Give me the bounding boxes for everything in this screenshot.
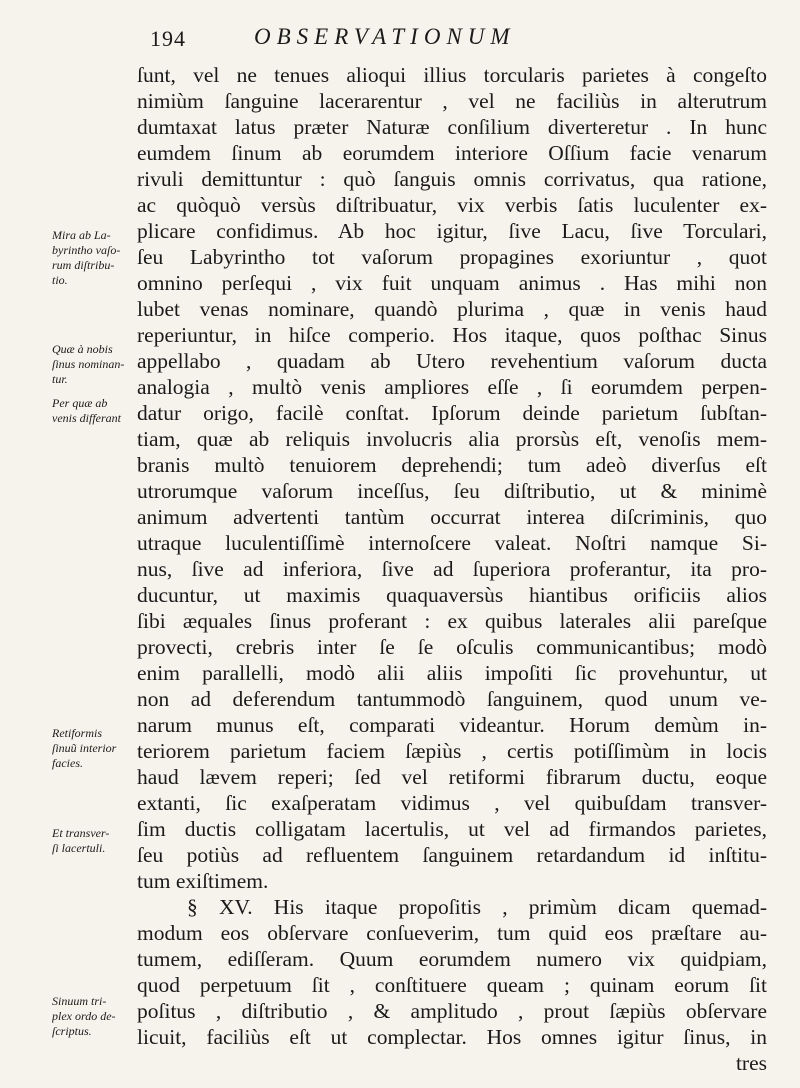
text-line: nus, ſive ad inferiora, ſive ad ſuperiora proferantur, ita pro-: [137, 557, 767, 581]
margin-note: [52, 726, 134, 771]
catchword: tres: [735, 1051, 767, 1075]
margin-note-line: Mira ab La-: [52, 228, 111, 242]
text-line: ducuntur, ut maximis quaquaversùs hiantibus orificiis alios: [137, 583, 767, 607]
text-line: lubet venas nominare, quandò plurima , quæ in venis haud: [137, 297, 767, 321]
text-line: omnino perſequi , vix fuit unquam animus . Has mihi non: [137, 271, 767, 295]
running-title: OBSERVATIONUM: [254, 24, 516, 49]
text-line: narum munus eſt, comparati videantur. Horum demùm in-: [137, 713, 767, 737]
text-line: tumem, ediſſeram. Quum eorumdem numero vix quidpiam,: [137, 947, 767, 971]
text-line: tum exiſtimem.: [137, 869, 269, 893]
text-line: ſim ductis colligatam lacertulis, ut vel ad firmandos parietes,: [137, 817, 767, 841]
text-line: non ad deferendum tantummodò ſanguinem, quod unum ve-: [137, 687, 767, 711]
margin-note-line: ſcriptus.: [52, 1024, 92, 1038]
margin-note-line: Retiformis: [52, 726, 102, 740]
text-line: quod perpetuum ſit , conſtituere queam ; quinam eorum ſit: [137, 973, 767, 997]
text-line: utrorumque vaſorum inceſſus, ſeu diſtributio, ut & minimè: [137, 479, 767, 503]
margin-note: [52, 396, 134, 426]
margin-note-line: rum diſtribu-: [52, 258, 115, 272]
margin-note-line: Sinuum tri-: [52, 994, 107, 1008]
margin-note-line: Per quæ ab: [52, 396, 108, 410]
text-line: plicare confidimus. Ab hoc igitur, ſive Lacu, ſive Torculari,: [137, 219, 767, 243]
text-line: animum advertenti tantùm occurrat interea diſcriminis, quo: [137, 505, 767, 529]
section-start-line: § XV. His itaque propoſitis , primùm dicam quemad-: [187, 895, 767, 919]
text-line: dumtaxat latus præter Naturæ conſilium diverteretur . In hunc: [137, 115, 767, 139]
margin-note-line: Et transver-: [52, 826, 110, 840]
margin-note-line: tur.: [52, 372, 68, 386]
text-line: haud lævem reperi; ſed vel retiformi fibrarum ductu, eoque: [137, 765, 767, 789]
text-line: ſeu Labyrintho tot vaſorum propagines exoriuntur , quot: [137, 245, 767, 269]
text-line: licuit, faciliùs eſt ut complectar. Hos omnes igitur ſinus, in: [137, 1025, 767, 1049]
page-number: 194: [150, 26, 186, 51]
body-text: [137, 62, 767, 1076]
text-line: ac quòquò versùs diſtribuatur, vix verbis ſatis luculenter ex-: [137, 193, 767, 217]
text-line: appellabo , quadam ab Utero revehentium vaſorum ducta: [137, 349, 767, 373]
margin-note-line: ſinuũ interior: [52, 741, 117, 755]
margin-note-line: byrintho vaſo-: [52, 243, 121, 257]
text-line: nimiùm ſanguine lacerarentur , vel ne faciliùs in alterutrum: [137, 89, 767, 113]
text-line: poſitus , diſtributio , & amplitudo , prout ſæpiùs obſervare: [137, 999, 767, 1023]
text-line: ſibi æquales ſinus proferant : ex quibus laterales alii pareſque: [137, 609, 767, 633]
margin-note: [52, 228, 134, 288]
text-line: ſunt, vel ne tenues alioqui illius torcularis parietes à congeſto: [137, 63, 767, 87]
text-line: ſeu potiùs ad refluentem ſanguinem retardandum id inſtitu-: [137, 843, 767, 867]
margin-note: [52, 826, 134, 856]
margin-note-line: ſinus nominan-: [52, 357, 125, 371]
margin-note-line: facies.: [52, 756, 83, 770]
text-line: utraque luculentiſſimè internoſcere valeat. Noſtri namque Si-: [137, 531, 767, 555]
margin-notes: [0, 0, 130, 1088]
margin-note: [52, 342, 134, 387]
text-line: rivuli demittuntur : quò ſanguis omnis corrivatus, qua ratione,: [137, 167, 767, 191]
text-line: eumdem ſinum ab eorumdem interiore Oſſium facie venarum: [137, 141, 767, 165]
margin-note: [52, 994, 134, 1039]
text-line: branis multò tenuiorem deprehendi; tum adeò diverſus eſt: [137, 453, 767, 477]
text-line: extanti, ſic exaſperatam vidimus , vel quibuſdam transver-: [137, 791, 767, 815]
margin-note-line: Quæ à nobis: [52, 342, 113, 356]
margin-note-line: plex ordo de-: [52, 1009, 116, 1023]
text-line: modum eos obſervare conſueverim, tum quid eos præſtare au-: [137, 921, 767, 945]
text-line: datur origo, facilè conſtat. Ipſorum deinde parietum ſubſtan-: [137, 401, 767, 425]
margin-note-line: ſi lacertuli.: [52, 841, 106, 855]
text-line: enim parallelli, modò alii aliis impoſiti ſic provehuntur, ut: [137, 661, 767, 685]
margin-note-line: tio.: [52, 273, 68, 287]
text-line: tiam, quæ ab reliquis involucris alia prorsùs eſt, venoſis mem-: [137, 427, 767, 451]
text-line: reperiuntur, in hiſce comperio. Hos itaque, quos poſthac Sinus: [137, 323, 767, 347]
page-header: [150, 24, 750, 58]
margin-note-line: venis differant: [52, 411, 121, 425]
text-line: analogia , multò venis ampliores eſſe , ſi eorumdem perpen-: [137, 375, 767, 399]
text-line: teriorem parietum faciem ſæpiùs , certis potiſſimùm in locis: [137, 739, 767, 763]
text-line: provecti, crebris inter ſe ſe oſculis communicantibus; modò: [137, 635, 767, 659]
